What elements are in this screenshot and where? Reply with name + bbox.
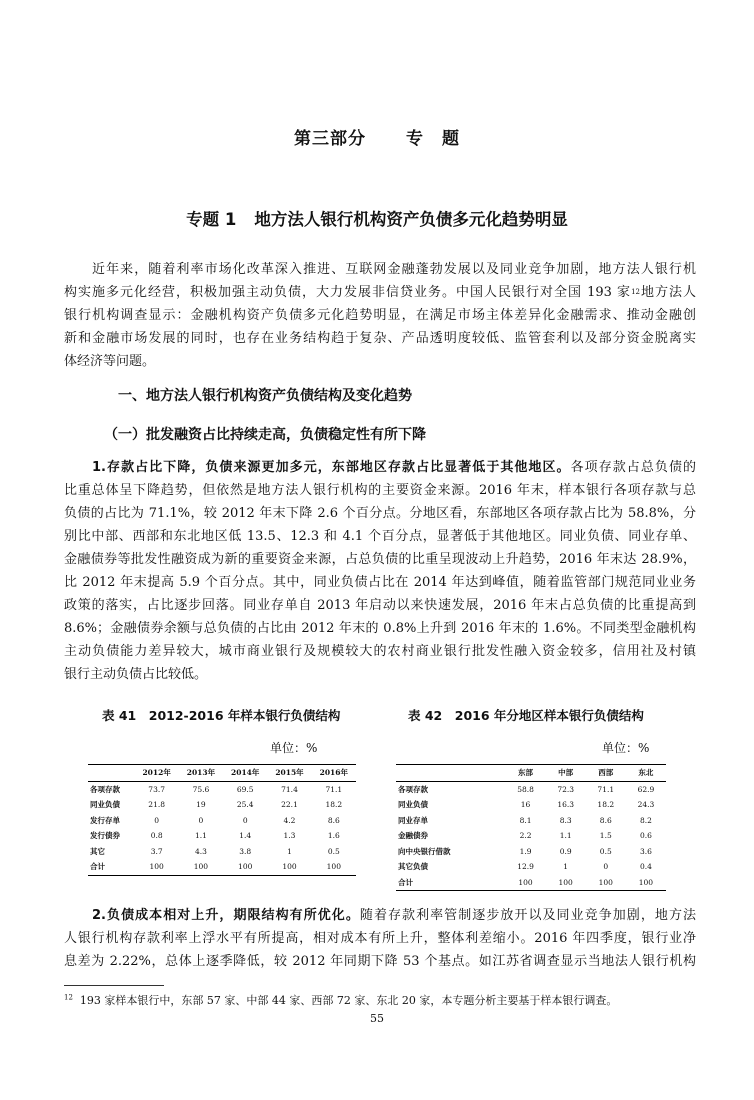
table-cell: 1.9 [519,846,532,856]
table-41-caption: 表 41 2012-2016 年样本银行负债结构 [102,708,341,723]
table-row [396,828,666,844]
table-cell: 100 [598,877,613,887]
table-cell: 8.1 [519,815,532,825]
table-cell: 0 [154,815,160,825]
paragraph-1: 1.存款占比下降，负债来源更加多元，东部地区存款占比显著低于其他地区。各项存款占总负债的 比重总体呈下降趋势，但依然是地方法人银行机构的主要资金来源。2016 年末，样本银行各项存款与总 负债的占比为 71.1%，较 2012 年末下降 2.6 个百分点。分地区看，东部地区各项存款占比为 58.8%，分 别比中部、西部和东北地区低 13.5、12.3 和 4.1 个百分点，显著低于其他地区。同业负债、同业存单、 金融债券等批发性融资成为新的重要资金来源，占总负债的比重呈现波动上升趋势，2016 年末达 28.9%， 比 2012 年末提高 5.9 个百分点。其中，同业负债占比在 2014 年达到峰值，随着监管部门规范同业业务 政策的落实，占比逐步回落。同业存单自 2013 年启动以来快速发展，2016 年末占总负债的比重提高到 8.6%；金融债券余额与总负债的占比由 2012 年末的 0.8%上升到 2016 年末的 1.6%。不同类型金融机构 主动负债能力差异较大，城市商业银行及规模较大的农村商业银行批发性融入资金较多，信用社及村镇 银行主动负债占比较低。 [64,460,696,682]
table-row [396,797,666,813]
table-cell: 0 [242,815,248,825]
table-42-caption: 表 42 2016 年分地区样本银行负债结构 [408,708,644,723]
footnote-divider [64,985,164,986]
table-cell: 1 [563,862,569,872]
table-cell: 1.5 [599,831,612,841]
table-cell: 62.9 [637,784,655,794]
table-cell: 100 [326,862,341,872]
row-label: 合计 [398,877,413,887]
footnote-ref: 12 [631,288,640,296]
table-cell: 16 [520,800,531,810]
topic-title: 专题 1 地方法人银行机构资产负债多元化趋势明显 [186,210,568,229]
table-cell: 1.6 [327,831,340,841]
table-cell: 25.4 [236,800,254,810]
table-cell: 8.6 [327,815,340,825]
row-label: 同业负债 [90,800,120,810]
table-cell: 8.2 [639,815,652,825]
table-header-cell: 2014年 [231,768,260,778]
table-row [88,859,356,875]
paragraph-2: 2.负债成本相对上升，期限结构有所优化。随着存款利率管制逐步放开以及同业竞争加剧，地方法 人银行机构存款利率上浮水平有所提高，相对成本有所上升，整体利差缩小。2016 年四季度，银行业净 息差为 2.22%，总体上逐季降低，较 2012 年同期下降 53 个基点。如江苏省调查显示当地法人银行机构 [64,908,696,969]
row-label: 合计 [90,862,105,872]
table-41-unit: 单位：% [270,741,318,755]
table-cell: 100 [149,862,164,872]
footnote: $^{12}$ 193 家样本银行中，东部 57 家、中部 44 家、西部 72 家、东北 20 家，本专题分析主要基于样本银行调查。 [64,993,618,1007]
table-row [396,875,666,891]
table-row [396,859,666,875]
table-cell: 2.2 [519,831,532,841]
table-cell: 0.6 [639,831,652,841]
table-header-cell: 2015年 [275,768,304,778]
table-cell: 71.1 [325,784,343,794]
row-label: 其它负债 [398,862,428,872]
subsection-heading: （一）批发融资占比持续走高，负债稳定性有所下降 [104,427,426,443]
table-row [88,828,356,844]
table-cell: 1 [287,846,292,856]
table-row [396,813,666,829]
row-label: 向中央银行借款 [398,846,451,856]
table-cell: 58.8 [517,784,534,794]
page-number: 55 [370,1012,384,1025]
table-header-cell: 2012年 [142,768,171,778]
intro-paragraph: 近年来，随着利率市场化改革深入推进、互联网金融蓬勃发展以及同业竞争加剧，地方法人银行机 构实施多元化经营，积极加强主动负债，大力发展非信贷业务。中国人民银行对全国 193 家$^{12}$地方法人 银行机构调查显示：金融机构资产负债多元化趋势明显，在满足市场主体差异化金融需求、推动金融创 新和金融市场发展的同时，也存在业务结构趋于复杂、产品透明度较低、监管套利以及部分资金脱离实 体经济等问题。 [64,262,696,369]
table-row [88,797,356,813]
table-header-cell: 东北 [638,768,654,778]
table-cell: 8.3 [559,815,572,825]
row-label: 各项存款 [398,784,428,794]
row-label: 发行存单 [90,815,120,825]
table-row [396,781,666,797]
row-label: 同业负债 [398,800,428,810]
table-header-row [88,765,356,782]
table-cell: 0.8 [150,831,163,841]
part-title: 第三部分 专 题 [294,129,460,149]
table-cell: 18.2 [597,800,615,810]
table-cell: 100 [193,862,209,872]
table-cell: 1.3 [283,831,296,841]
table-cell: 8.6 [599,815,612,825]
table-cell: 21.8 [148,800,165,810]
table-cell: 71.1 [597,784,615,794]
table-cell: 3.7 [150,846,163,856]
table-cell: 1.1 [559,831,572,841]
table-cell: 1.4 [239,831,252,841]
table-header-cell [396,765,506,782]
table-cell: 3.8 [239,846,252,856]
table-header-cell: 2016年 [319,768,348,778]
table-42-unit: 单位：% [602,741,650,755]
table-cell: 100 [518,877,533,887]
table-cell: 100 [238,862,253,872]
table-cell: 4.2 [283,815,296,825]
table-row [396,844,666,860]
table-cell: 0.4 [639,862,652,872]
table-cell: 4.3 [194,846,207,856]
table-header-cell: 西部 [598,768,614,778]
table-cell: 0.9 [559,846,572,856]
table-cell: 0 [198,815,204,825]
row-label: 其它 [90,846,105,856]
table-cell: 22.1 [281,800,298,810]
table-header-cell [88,765,135,782]
table-cell: 73.7 [148,784,165,794]
table-cell: 1.1 [194,831,207,841]
row-label: 金融债券 [398,831,428,841]
table-cell: 71.4 [281,784,298,794]
table-cell: 3.6 [639,846,652,856]
table-cell: 69.5 [236,784,254,794]
table-header-cell: 中部 [558,768,574,778]
table-cell: 0.5 [599,846,612,856]
section-heading: 一、地方法人银行机构资产负债结构及变化趋势 [118,388,412,404]
table-cell: 0.5 [327,846,340,856]
table-cell: 72.3 [557,784,575,794]
table-41 [88,764,356,876]
table-header-cell: 2013年 [186,768,216,778]
table-cell: 0 [603,862,609,872]
table-row [88,781,356,797]
table-header-cell: 东部 [518,768,534,778]
row-label: 发行债券 [90,831,120,841]
table-cell: 24.3 [637,800,655,810]
table-cell: 75.6 [192,784,210,794]
table-cell: 100 [558,877,573,887]
table-cell: 100 [282,862,297,872]
table-row [88,813,356,829]
table-cell: 19 [196,800,206,810]
table-header-row [396,765,666,782]
table-cell: 12.9 [517,862,534,872]
table-cell: 18.2 [325,800,343,810]
table-cell: 16.3 [557,800,575,810]
paragraph-1-lead: 1.存款占比下降，负债来源更加多元，东部地区存款占比显著低于其他地区。 [92,460,571,475]
row-label: 同业存单 [398,815,428,825]
row-label: 各项存款 [90,784,120,794]
table-row [88,844,356,860]
table-cell: 100 [638,877,654,887]
table-42 [396,764,666,891]
paragraph-2-lead: 2.负债成本相对上升，期限结构有所优化。 [92,908,360,923]
